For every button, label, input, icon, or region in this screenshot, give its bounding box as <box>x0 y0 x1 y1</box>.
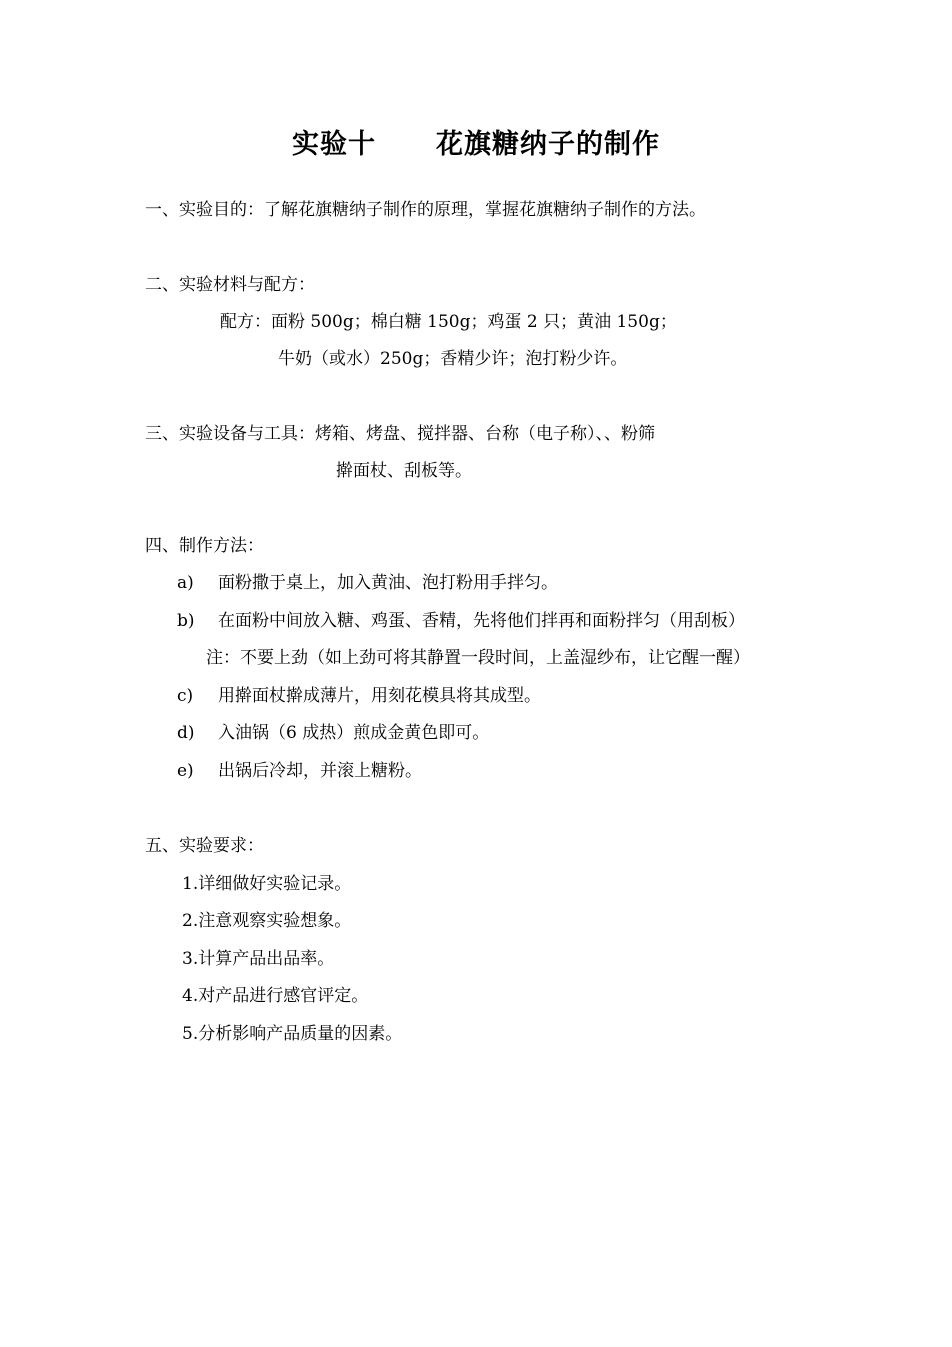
requirement-item: 5.分析影响产品质量的因素。 <box>182 1024 403 1044</box>
requirement-item: 2.注意观察实验想象。 <box>182 911 352 931</box>
section-materials-heading: 二、实验材料与配方： <box>145 275 315 295</box>
step-label: d) <box>177 723 195 743</box>
section-purpose: 一、实验目的：了解花旗糖纳子制作的原理，掌握花旗糖纳子制作的方法。 <box>145 200 706 220</box>
title-experiment-number: 实验十 <box>292 129 376 160</box>
step-label: e) <box>177 761 194 781</box>
section-equipment-line-2: 擀面杖、刮板等。 <box>336 461 472 481</box>
requirement-item: 1.详细做好实验记录。 <box>182 874 352 894</box>
formula-line-1: 配方：面粉 500g；棉白糖 150g；鸡蛋 2 只；黄油 150g； <box>220 312 677 332</box>
step-label: a) <box>177 573 194 593</box>
step-label: b) <box>177 611 195 631</box>
step-text: 面粉撒于桌上，加入黄油、泡打粉用手拌匀。 <box>218 573 558 593</box>
step-text: 在面粉中间放入糖、鸡蛋、香精，先将他们拌再和面粉拌匀（用刮板） <box>218 611 745 631</box>
section-method-heading: 四、制作方法： <box>145 536 264 556</box>
title-experiment-name: 花旗糖纳子的制作 <box>436 129 660 160</box>
step-text: 入油锅（6 成热）煎成金黄色即可。 <box>218 723 490 743</box>
step-text: 出锅后冷却，并滚上糖粉。 <box>218 761 422 781</box>
section-requirements-heading: 五、实验要求： <box>145 836 264 856</box>
step-label: c) <box>177 686 194 706</box>
formula-line-2: 牛奶（或水）250g；香精少许；泡打粉少许。 <box>278 349 628 369</box>
requirement-item: 3.计算产品出品率。 <box>182 949 335 969</box>
step-text: 用擀面杖擀成薄片，用刻花模具将其成型。 <box>218 686 541 706</box>
requirement-item: 4.对产品进行感官评定。 <box>182 986 369 1006</box>
page-title <box>0 122 952 161</box>
section-equipment-line-1: 三、实验设备与工具：烤箱、烤盘、搅拌器、台称（电子称）、、粉筛 <box>145 424 655 444</box>
step-note: 注：不要上劲（如上劲可将其静置一段时间，上盖湿纱布，让它醒一醒） <box>206 648 750 668</box>
